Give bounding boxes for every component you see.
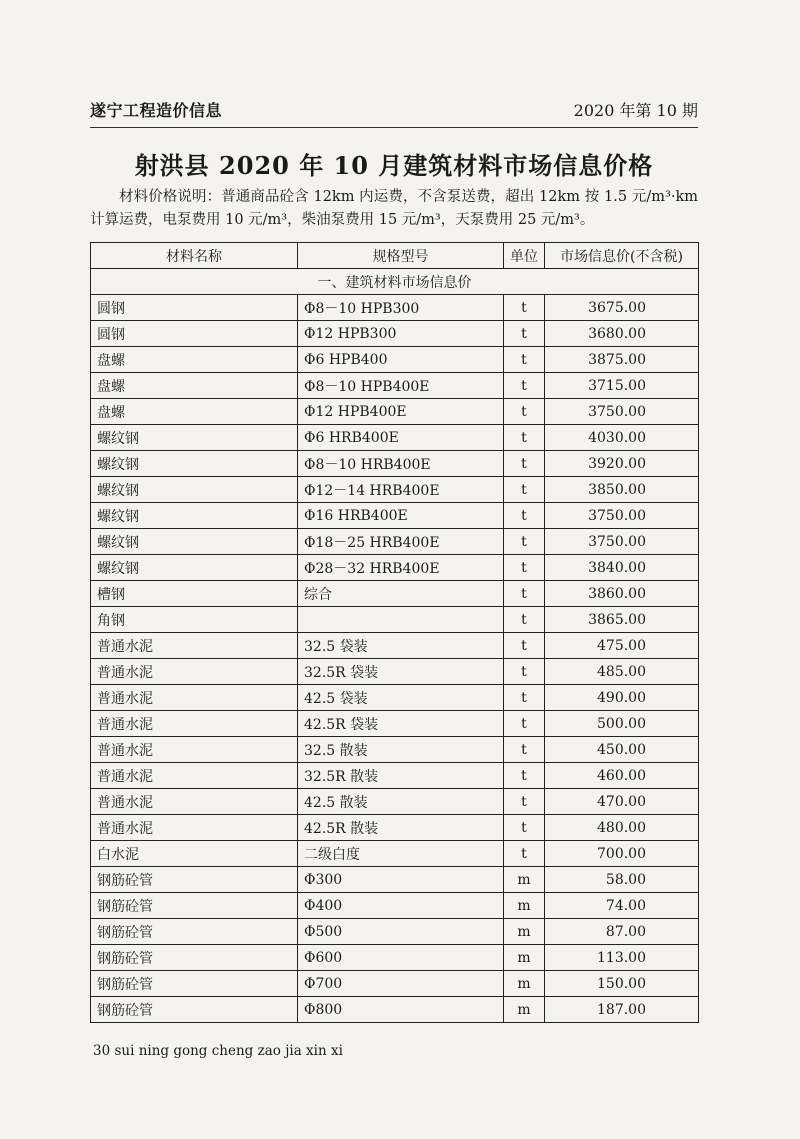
spec-cell: Φ800 [298,997,504,1023]
unit-cell: t [504,581,545,607]
unit-cell: m [504,867,545,893]
unit-cell: t [504,529,545,555]
spec-cell: Φ8－10 HPB400E [298,373,504,399]
table-row [91,347,699,373]
table-row [91,633,699,659]
unit-cell: t [504,815,545,841]
spec-cell: Φ12 HPB400E [298,399,504,425]
material-name-cell: 圆钢 [91,321,298,347]
unit-cell: t [504,711,545,737]
material-name-cell: 螺纹钢 [91,477,298,503]
material-name-cell: 圆钢 [91,295,298,321]
table-row [91,529,699,555]
price-cell: 3750.00 [545,503,699,529]
spec-cell [298,607,504,633]
table-row [91,451,699,477]
price-cell: 3920.00 [545,451,699,477]
table-row [91,815,699,841]
unit-cell: t [504,451,545,477]
material-name-cell: 角钢 [91,607,298,633]
unit-cell: t [504,373,545,399]
table-row [91,607,699,633]
page-title: 射洪县 2020 年 10 月建筑材料市场信息价格 [134,151,654,180]
spec-cell: Φ700 [298,971,504,997]
material-name-cell: 螺纹钢 [91,529,298,555]
price-cell: 480.00 [545,815,699,841]
material-name-cell: 普通水泥 [91,763,298,789]
section-row [91,269,699,295]
material-name-cell: 钢筋砼管 [91,997,298,1023]
price-table [90,242,699,1023]
material-name-cell: 螺纹钢 [91,425,298,451]
publication-name: 遂宁工程造价信息 [90,101,223,120]
unit-cell: m [504,945,545,971]
price-cell: 450.00 [545,737,699,763]
running-header [90,98,698,124]
material-name-cell: 盘螺 [91,399,298,425]
unit-cell: t [504,477,545,503]
unit-cell: t [504,633,545,659]
table-row [91,685,699,711]
material-name-cell: 普通水泥 [91,737,298,763]
material-name-cell: 普通水泥 [91,815,298,841]
table-row [91,893,699,919]
page-footer: 30 sui ning gong cheng zao jia xin xi [93,1043,343,1059]
material-name-cell: 盘螺 [91,347,298,373]
price-cell: 3860.00 [545,581,699,607]
spec-cell: Φ18－25 HRB400E [298,529,504,555]
price-cell: 87.00 [545,919,699,945]
unit-cell: m [504,971,545,997]
price-cell: 4030.00 [545,425,699,451]
material-name-cell: 盘螺 [91,373,298,399]
material-name-cell: 螺纹钢 [91,503,298,529]
spec-cell: Φ28－32 HRB400E [298,555,504,581]
spec-cell: Φ12－14 HRB400E [298,477,504,503]
material-name-cell: 白水泥 [91,841,298,867]
table-row [91,373,699,399]
table-header-row [91,243,699,269]
price-cell: 475.00 [545,633,699,659]
unit-cell: t [504,841,545,867]
unit-cell: t [504,399,545,425]
table-body [91,269,699,1023]
price-cell: 470.00 [545,789,699,815]
table-row [91,945,699,971]
table-row [91,321,699,347]
spec-cell: Φ8－10 HPB300 [298,295,504,321]
column-header-unit: 单位 [504,243,545,269]
price-cell: 460.00 [545,763,699,789]
material-name-cell: 钢筋砼管 [91,919,298,945]
price-cell: 3750.00 [545,399,699,425]
table-row [91,425,699,451]
price-cell: 3675.00 [545,295,699,321]
material-name-cell: 普通水泥 [91,685,298,711]
unit-cell: t [504,295,545,321]
table-row [91,971,699,997]
table-row [91,555,699,581]
table-row [91,503,699,529]
material-name-cell: 普通水泥 [91,633,298,659]
price-cell: 150.00 [545,971,699,997]
unit-cell: t [504,321,545,347]
spec-cell: Φ6 HPB400 [298,347,504,373]
material-name-cell: 螺纹钢 [91,555,298,581]
price-cell: 74.00 [545,893,699,919]
spec-cell: 42.5R 袋装 [298,711,504,737]
table-row [91,737,699,763]
header-rule [90,127,698,128]
spec-cell: Φ8－10 HRB400E [298,451,504,477]
unit-cell: t [504,555,545,581]
spec-cell: 42.5R 散装 [298,815,504,841]
price-cell: 3865.00 [545,607,699,633]
price-note: 材料价格说明：普通商品砼含 12km 内运费，不含泵送费，超出 12km 按 1.5 元/m³·km 计算运费，电泵费用 10 元/m³，柴油泵费用 15 元/m³，天泵费用 25 元/m³。 [90,189,698,228]
price-cell: 700.00 [545,841,699,867]
spec-cell: 32.5R 袋装 [298,659,504,685]
spec-cell: 32.5R 散装 [298,763,504,789]
unit-cell: m [504,997,545,1023]
price-cell: 485.00 [545,659,699,685]
table-row [91,997,699,1023]
section-title: 一、建筑材料市场信息价 [91,269,699,295]
material-name-cell: 螺纹钢 [91,451,298,477]
unit-cell: t [504,347,545,373]
material-name-cell: 钢筋砼管 [91,893,298,919]
table-row [91,581,699,607]
spec-cell: 二级白度 [298,841,504,867]
unit-cell: m [504,893,545,919]
spec-cell: 42.5 散装 [298,789,504,815]
unit-cell: t [504,789,545,815]
price-cell: 3850.00 [545,477,699,503]
unit-cell: t [504,607,545,633]
spec-cell: 42.5 袋装 [298,685,504,711]
spec-cell: 32.5 袋装 [298,633,504,659]
issue-number: 2020 年第 10 期 [573,101,698,120]
material-name-cell: 钢筋砼管 [91,971,298,997]
price-cell: 500.00 [545,711,699,737]
spec-cell: Φ12 HPB300 [298,321,504,347]
column-header-price: 市场信息价(不含税) [545,243,699,269]
table-row [91,659,699,685]
price-cell: 3875.00 [545,347,699,373]
table-row [91,763,699,789]
spec-cell: Φ6 HRB400E [298,425,504,451]
spec-cell: 32.5 散装 [298,737,504,763]
spec-cell: Φ400 [298,893,504,919]
material-name-cell: 普通水泥 [91,711,298,737]
table-row [91,711,699,737]
unit-cell: t [504,425,545,451]
spec-cell: 综合 [298,581,504,607]
price-cell: 490.00 [545,685,699,711]
unit-cell: t [504,685,545,711]
spec-cell: Φ16 HRB400E [298,503,504,529]
material-name-cell: 槽钢 [91,581,298,607]
material-name-cell: 钢筋砼管 [91,867,298,893]
table-row [91,919,699,945]
table-row [91,867,699,893]
price-cell: 187.00 [545,997,699,1023]
unit-cell: t [504,737,545,763]
unit-cell: m [504,919,545,945]
price-cell: 58.00 [545,867,699,893]
material-name-cell: 普通水泥 [91,659,298,685]
table-row [91,399,699,425]
unit-cell: t [504,763,545,789]
spec-cell: Φ500 [298,919,504,945]
table-row [91,841,699,867]
spec-cell: Φ300 [298,867,504,893]
material-name-cell: 钢筋砼管 [91,945,298,971]
column-header-spec: 规格型号 [298,243,504,269]
material-name-cell: 普通水泥 [91,789,298,815]
spec-cell: Φ600 [298,945,504,971]
price-cell: 3750.00 [545,529,699,555]
table-row [91,295,699,321]
unit-cell: t [504,503,545,529]
column-header-name: 材料名称 [91,243,298,269]
table-row [91,789,699,815]
table-row [91,477,699,503]
price-cell: 3680.00 [545,321,699,347]
price-cell: 113.00 [545,945,699,971]
price-cell: 3840.00 [545,555,699,581]
price-cell: 3715.00 [545,373,699,399]
unit-cell: t [504,659,545,685]
